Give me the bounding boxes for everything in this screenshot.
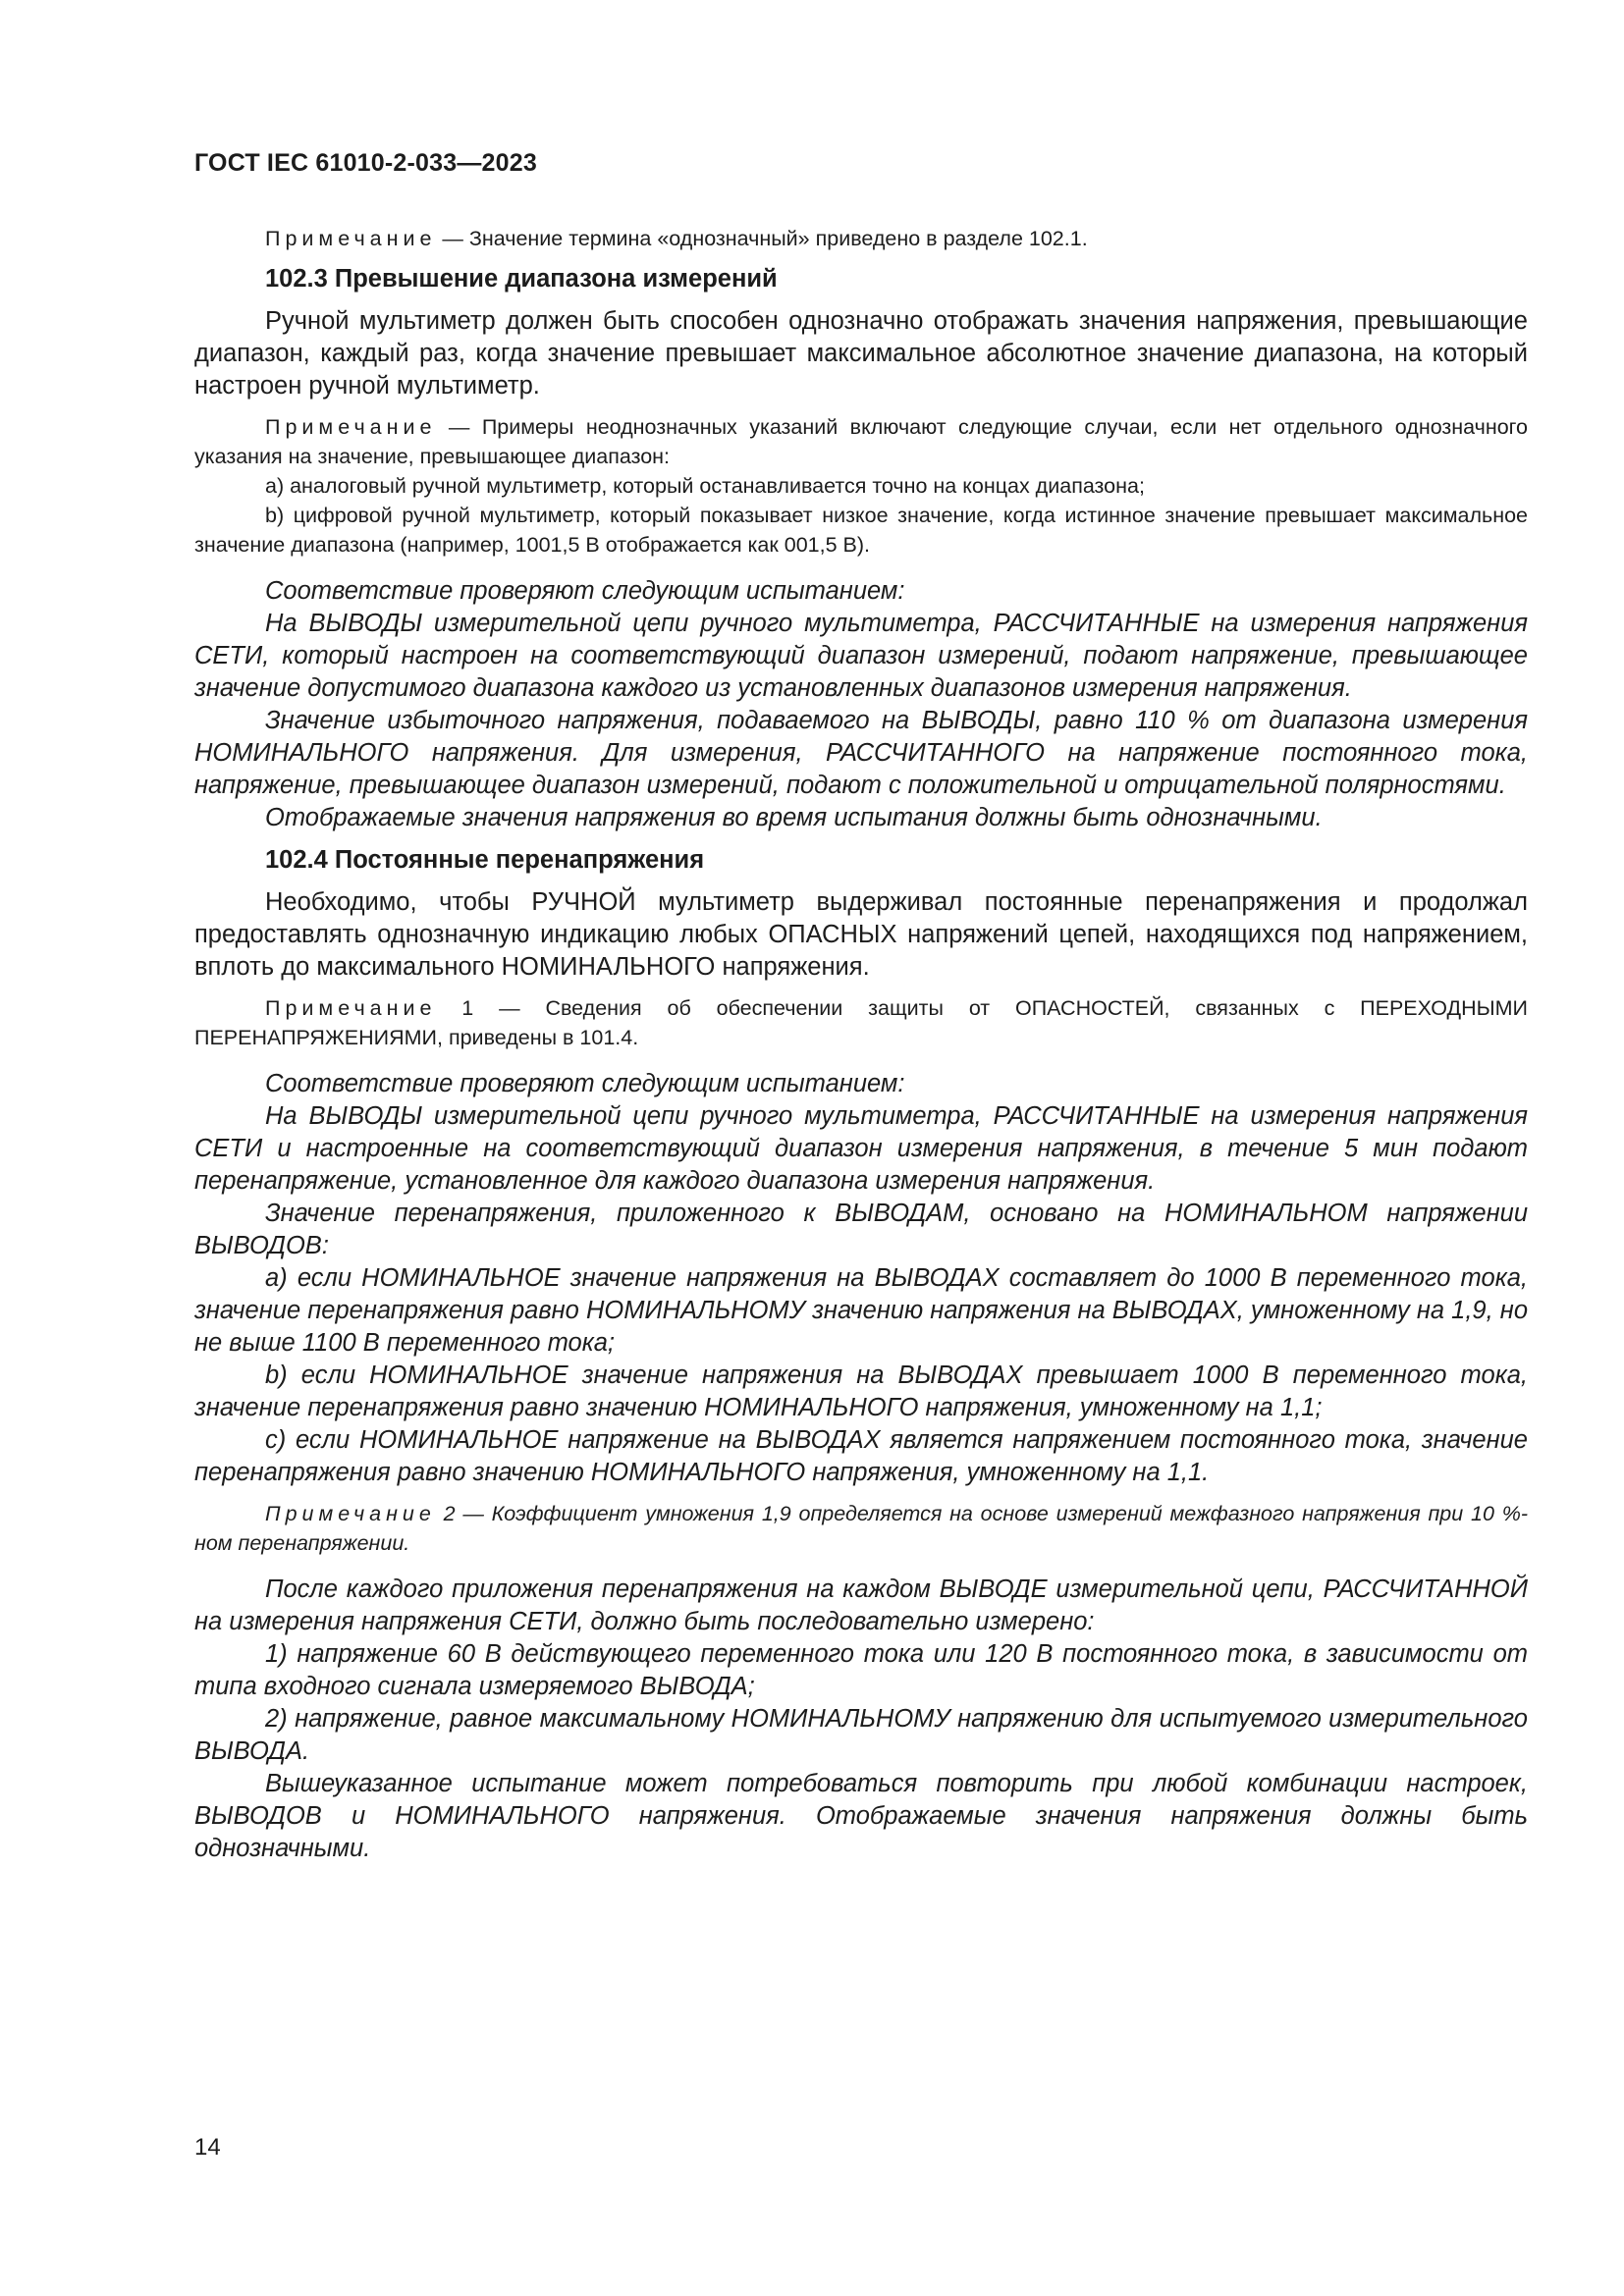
paragraph-italic: Соответствие проверяют следующим испытанием:: [265, 1070, 905, 1097]
paragraph-italic: 2) напряжение, равное максимальному НОМИНАЛЬНОМУ напряжению для испытуемого измерительного ВЫВОДА.: [194, 1705, 1528, 1765]
note-label: Примечание: [265, 1502, 436, 1525]
note-item: a) аналоговый ручной мультиметр, который останавливается точно на концах диапазона;: [265, 474, 1145, 498]
note: [194, 412, 1528, 471]
note: [194, 993, 1528, 1052]
document-header: ГОСТ IEC 61010-2-033—2023: [194, 149, 537, 177]
section-heading: 102.4 Постоянные перенапряжения: [265, 846, 705, 874]
note-item: b) цифровой ручной мультиметр, который показывает низкое значение, когда истинное значение превышает максимальное значение диапазона (например, 1001,5 В отображается как 001,5 В).: [194, 504, 1528, 557]
note-label: Примечание: [265, 996, 437, 1020]
paragraph-italic: На ВЫВОДЫ измерительной цепи ручного мультиметра, РАССЧИТАННЫЕ на измерения напряжения СЕТИ, который настроен на соответствующий диапазон измерений, подают напряжение, превышающее значение допустимого диапазона каждого из установленных диапазонов измерения напряжения.: [194, 610, 1528, 702]
page-number: 14: [194, 2134, 221, 2161]
note-text: 2 — Коэффициент умножения 1,9 определяется на основе измерений межфазного напряжения при 10 %-ном перенапряжении.: [194, 1502, 1528, 1555]
note-label: Примечание: [265, 227, 437, 250]
note: [194, 224, 1528, 253]
note-text: — Значение термина «однозначный» приведено в разделе 102.1.: [436, 227, 1088, 250]
paragraph-italic: b) если НОМИНАЛЬНОЕ значение напряжения на ВЫВОДАХ превышает 1000 В переменного тока, значение перенапряжения равно значению НОМИНАЛЬНОГО напряжения, умноженному на 1,1;: [194, 1362, 1528, 1421]
paragraph: Ручной мультиметр должен быть способен однозначно отображать значения напряжения, превышающие диапазон, каждый раз, когда значение превышает максимальное абсолютное значение диапазона, на который настроен ручной мультиметр.: [194, 307, 1528, 400]
paragraph-italic: 1) напряжение 60 В действующего переменного тока или 120 В постоянного тока, в зависимости от типа входного сигнала измеряемого ВЫВОДА;: [194, 1640, 1528, 1700]
paragraph-italic: Соответствие проверяют следующим испытанием:: [265, 577, 905, 605]
note-label: Примечание: [265, 415, 437, 439]
paragraph-italic: Значение избыточного напряжения, подаваемого на ВЫВОДЫ, равно 110 % от диапазона измерения НОМИНАЛЬНОГО напряжения. Для измерения, РАССЧИТАННОГО на напряжение постоянного тока, напряжение, превышающее диапазон измерений, подают с положительной и отрицательной полярностями.: [194, 707, 1528, 799]
document-body: [194, 224, 1528, 1865]
paragraph-italic: Отображаемые значения напряжения во время испытания должны быть однозначными.: [265, 804, 1323, 831]
paragraph-italic: c) если НОМИНАЛЬНОЕ напряжение на ВЫВОДАХ является напряжением постоянного тока, значение перенапряжения равно значению НОМИНАЛЬНОГО напряжения, умноженному на 1,1.: [194, 1426, 1528, 1486]
paragraph-italic: Значение перенапряжения, приложенного к ВЫВОДАМ, основано на НОМИНАЛЬНОМ напряжении ВЫВОДОВ:: [194, 1200, 1528, 1259]
paragraph: Необходимо, чтобы РУЧНОЙ мультиметр выдерживал постоянные перенапряжения и продолжал предоставлять однозначную индикацию любых ОПАСНЫХ напряжений цепей, находящихся под напряжением, вплоть до максимального НОМИНАЛЬНОГО напряжения.: [194, 888, 1528, 981]
note: [194, 1499, 1528, 1558]
paragraph-italic: После каждого приложения перенапряжения на каждом ВЫВОДЕ измерительной цепи, РАССЧИТАННОЙ на измерения напряжения СЕТИ, должно быть последовательно измерено:: [194, 1575, 1528, 1635]
note-text: — Примеры неоднозначных указаний включают следующие случаи, если нет отдельного однозначного указания на значение, превышающее диапазон:: [194, 415, 1528, 468]
section-heading: 102.3 Превышение диапазона измерений: [265, 265, 778, 293]
paragraph-italic: a) если НОМИНАЛЬНОЕ значение напряжения на ВЫВОДАХ составляет до 1000 В переменного тока, значение перенапряжения равно НОМИНАЛЬНОМУ значению напряжения на ВЫВОДАХ, умноженному на 1,9, но не выше 1100 В переменного тока;: [194, 1264, 1528, 1357]
paragraph-italic: Вышеуказанное испытание может потребоваться повторить при любой комбинации настроек, ВЫВОДОВ и НОМИНАЛЬНОГО напряжения. Отображаемые значения напряжения должны быть однозначными.: [194, 1770, 1528, 1862]
paragraph-italic: На ВЫВОДЫ измерительной цепи ручного мультиметра, РАССЧИТАННЫЕ на измерения напряжения СЕТИ и настроенные на соответствующий диапазон измерения напряжения, в течение 5 мин подают перенапряжение, установленное для каждого диапазона измерения напряжения.: [194, 1102, 1528, 1195]
note-text: 1 — Сведения об обеспечении защиты от ОПАСНОСТЕЙ, связанных с ПЕРЕХОДНЫМИ ПЕРЕНАПРЯЖЕНИЯМИ, приведены в 101.4.: [194, 996, 1528, 1049]
